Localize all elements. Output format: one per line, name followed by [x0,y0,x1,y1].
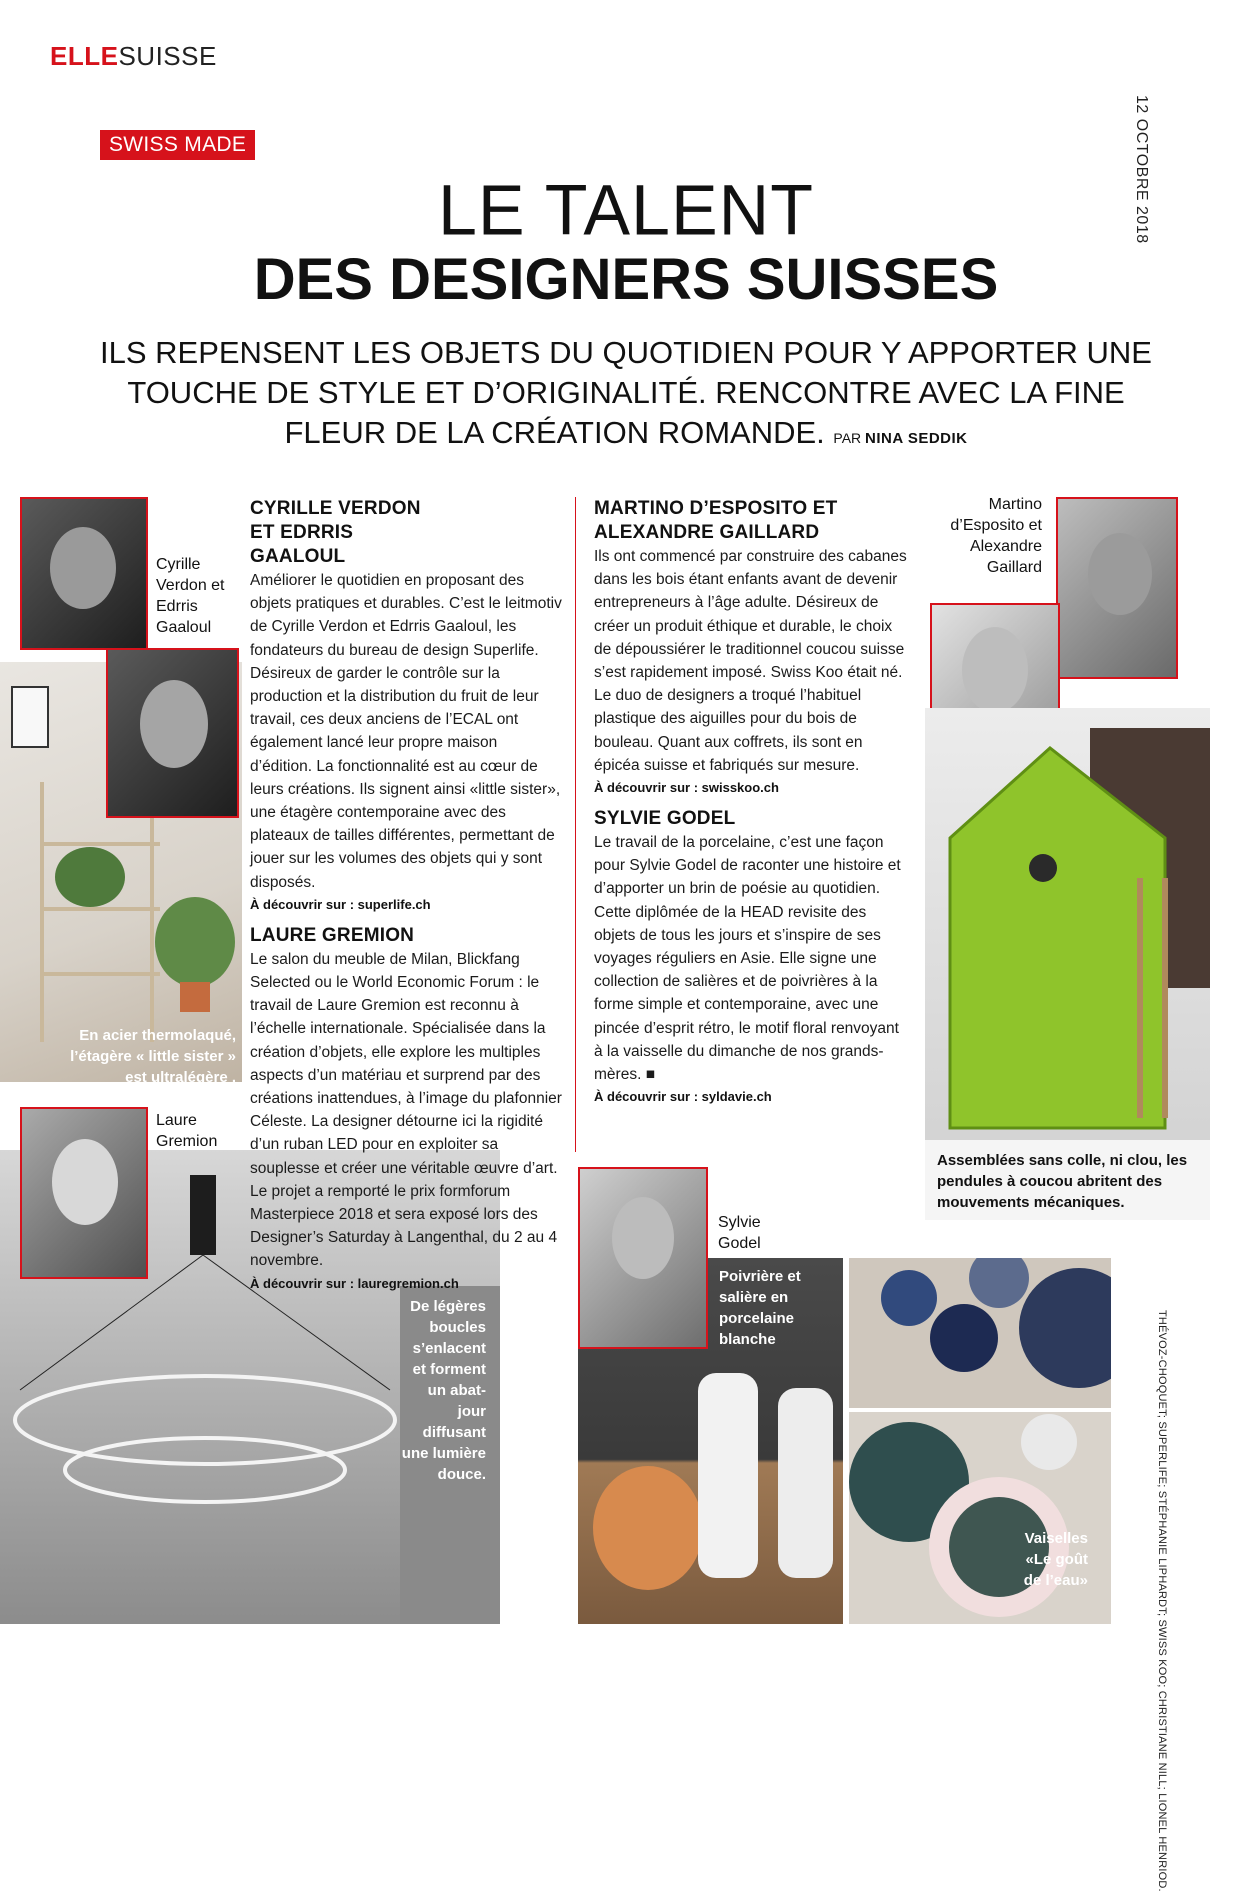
title-line-1: LE TALENT [438,170,814,250]
article-body [594,831,908,1086]
end-mark: ■ [645,1066,656,1084]
godel-portrait [578,1167,708,1349]
lead-text: ILS REPENSENT LES OBJETS DU QUOTIDIEN POUR Y APPORTER UNE TOUCHE DE STYLE ET D’ORIGINALITÉ. RENCONTRE AVEC LA FINE FLEUR DE LA CRÉATION ROMANDE. [100,335,1152,450]
dishes-photo-bottom [849,1412,1111,1624]
title-line-2: DES DESIGNERS SUISSES [253,247,999,312]
article-heading: CYRILLE VERDON ET EDRRIS GAALOUL [250,498,421,567]
dishes-photo-top [849,1258,1111,1408]
cuckoo-caption: Assemblées sans colle, ni clou, les pendules à coucou abritent des mouvements mécaniques. [937,1152,1188,1211]
portrait-face [612,1197,674,1279]
portrait-face [50,527,116,609]
verdon-portrait [20,497,148,650]
gaaloul-portrait [106,648,239,818]
brand-suisse: SUISSE [118,41,217,71]
article-body: Améliorer le quotidien en proposant des objets pratiques et durables. C’est le leitmotiv de Cyrille Verdon et Edrris Gaaloul, les fondateurs du bureau de design Superlife. Désireux de garder le contrôle sur la production et la distribution du fruit de leur travail, ces deux anciens de l’ECAL ont également lancé leur propre maison d’édition. La fonctionnalité est au cœur de leurs créations. Ils signent ainsi «little sister», une étagère contemporaine avec des plateaux de tailles différentes, permettant de jouer sur les volumes des objets qui y sont disposés. [250,572,562,891]
gremion-portrait [20,1107,148,1279]
article-heading: SYLVIE GODEL [594,808,736,830]
issue-date: 12 OCTOBRE 2018 [1133,95,1150,244]
dishes-caption: Vaiselles «Le goût de l’eau» [1023,1530,1088,1589]
article-discover-link[interactable]: À découvrir sur : superlife.ch [250,896,431,912]
dishes-illustration [849,1258,1111,1408]
article-column-1 [250,497,562,1293]
shelf-caption: En acier thermolaqué, l’étagère « little sister » est ultralégère . [70,1027,236,1086]
dishes-illustration [849,1412,1111,1624]
verdon-gaaloul-caption: Cyrille Verdon et Edrris Gaaloul [156,556,225,636]
article-heading: LAURE GREMION [250,924,415,946]
article-body: Ils ont commencé par construire des cabanes dans les bois étant enfants avant de devenir entrepreneurs à l’âge adulte. Désireux de créer un produit éthique et durable, le choix de dépoussiérer le traditionnel coucou suisse s’est rapidement imposé. Swiss Koo était né. Le duo de designers a troqué l’habituel plastique des aiguilles pour du bois de bouleau. Quant aux coffrets, ils sont en épicéa suisse et fabriqués sur mesure. [594,548,907,774]
magazine-brand [50,42,217,70]
portrait-face [962,627,1028,713]
article-discover-link[interactable]: À découvrir sur : lauregremion.ch [250,1275,459,1291]
article-heading: MARTINO D’ESPOSITO ET ALEXANDRE GAILLARD [594,498,838,543]
byline [833,430,967,446]
salt-pepper-caption: Poivrière et salière en porcelaine blanche [719,1268,801,1348]
portrait-face [1088,533,1152,615]
article-column-2 [594,497,908,1106]
column-divider [575,497,576,1152]
article-discover-link[interactable]: À découvrir sur : syldavie.ch [594,1089,772,1105]
lead-paragraph [90,333,1162,459]
article-body-text: Le travail de la porcelaine, c’est une façon pour Sylvie Godel de raconter une histoire et d’apporter un brin de poésie au quotidien. Cette diplômée de la HEAD revisite des objets de tous les jours et s’inspire de ses voyages réguliers en Asie. Elle signe une collection de salières et de poivrières à la forme simple et contemporaine, avec une pincée d’esprit rétro, le motif floral renvoyant à la vaisselle du dimanche de nos grands-mères. [594,834,901,1084]
lamp-caption: De légères boucles s’enlacent et forment un abat-jour diffusant une lumière douce. [401,1298,486,1483]
gremion-caption: Laure Gremion [156,1112,218,1150]
section-tag: SWISS MADE [100,130,255,160]
esposito-gaillard-caption: Martino d’Esposito et Alexandre Gaillard [950,496,1042,576]
brand-elle: ELLE [50,41,119,71]
photo-credits: THÉVOZ-CHOQUET; SUPERLIFE; STÉPHANIE LIPHARDT; SWISS KOO; CHRISTIANE NILL; LIONEL HENRIOD. [1156,1310,1168,1892]
gaillard-portrait [1056,497,1178,679]
article-body: Le salon du meuble de Milan, Blickfang Selected ou le World Economic Forum : le travail de Laure Gremion est reconnu à l’échelle internationale. Spécialisée dans la création d’objets, elle explore les multiples aspects d’un matériau et surprend par des créations inattendues, à l’image du plafonnier Céleste. La designer détourne ici la rigidité d’un ruban LED pour en exploiter sa souplesse et créer une véritable œuvre d’art. Le projet a remporté le prix formforum Masterpiece 2018 et sera exposé lors des Designer’s Saturday à Langenthal, du 2 au 4 novembre. [250,950,562,1270]
godel-caption: Sylvie Godel [718,1214,761,1252]
byline-author: NINA SEDDIK [865,430,968,447]
portrait-face [140,680,208,768]
article-discover-link[interactable]: À découvrir sur : swisskoo.ch [594,780,779,796]
portrait-face [52,1139,118,1225]
byline-prefix: PAR [833,430,862,446]
